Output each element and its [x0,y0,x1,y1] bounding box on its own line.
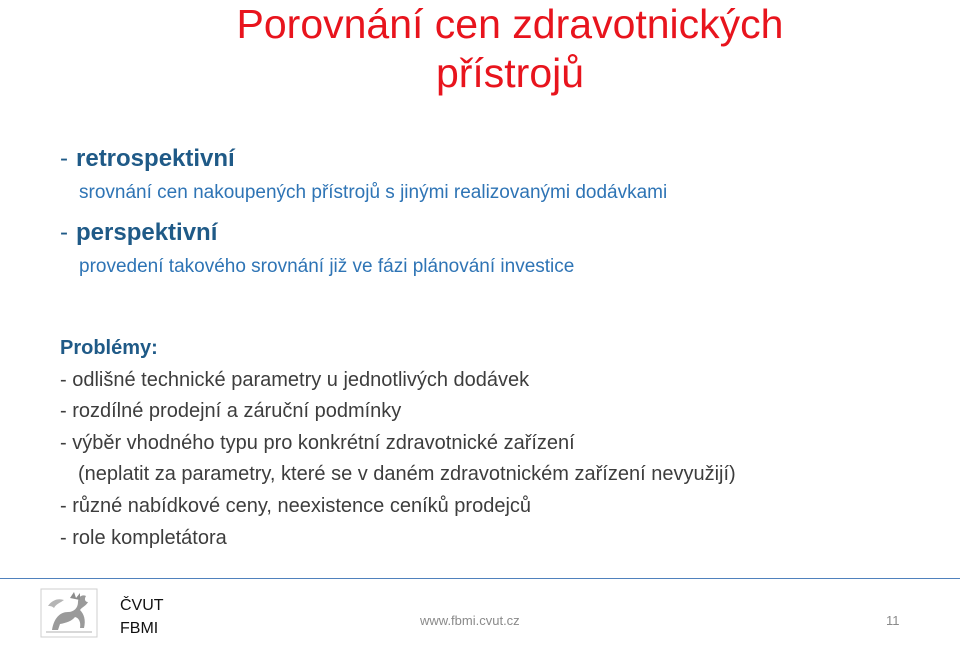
footer-url: www.fbmi.cvut.cz [420,613,520,628]
slide-title-line-1: Porovnání cen zdravotnických [236,1,784,47]
comparison-types [60,145,940,279]
term-perspective-description: provedení takového srovnání již ve fázi plánování investice [79,256,575,277]
term-retrospective-label: retrospektivní [76,145,235,172]
page-number: 11 [886,613,900,628]
cvut-lion-logo-icon [40,588,98,638]
slide-title [130,0,890,98]
footer-divider [0,578,960,579]
term-perspective: - perspektivní [60,219,218,246]
footer-org-line-1: ČVUT [120,597,164,614]
footer-org-line-2: FBMI [120,620,159,637]
problems-label: Problémy: [60,337,158,359]
problems-list [60,333,940,554]
list-item-continuation: (neplatit za parametry, které se v daném zdravotnickém zařízení nevyužijí) [78,463,736,486]
term-retrospective: - retrospektivní [60,145,235,172]
footer-organization [120,594,164,640]
slide-title-line-2: přístrojů [435,50,585,96]
term-retrospective-description: srovnání cen nakoupených přístrojů s jinými realizovanými dodávkami [79,182,668,203]
list-item: - výběr vhodného typu pro konkrétní zdravotnické zařízení [60,431,575,454]
list-item: - rozdílné prodejní a záruční podmínky [60,400,402,423]
list-item: - různé nabídkové ceny, neexistence ceníků prodejců [60,494,532,517]
list-item: - odlišné technické parametry u jednotlivých dodávek [60,368,530,391]
list-item: - role kompletátora [60,526,227,549]
term-perspective-label: perspektivní [76,219,218,246]
